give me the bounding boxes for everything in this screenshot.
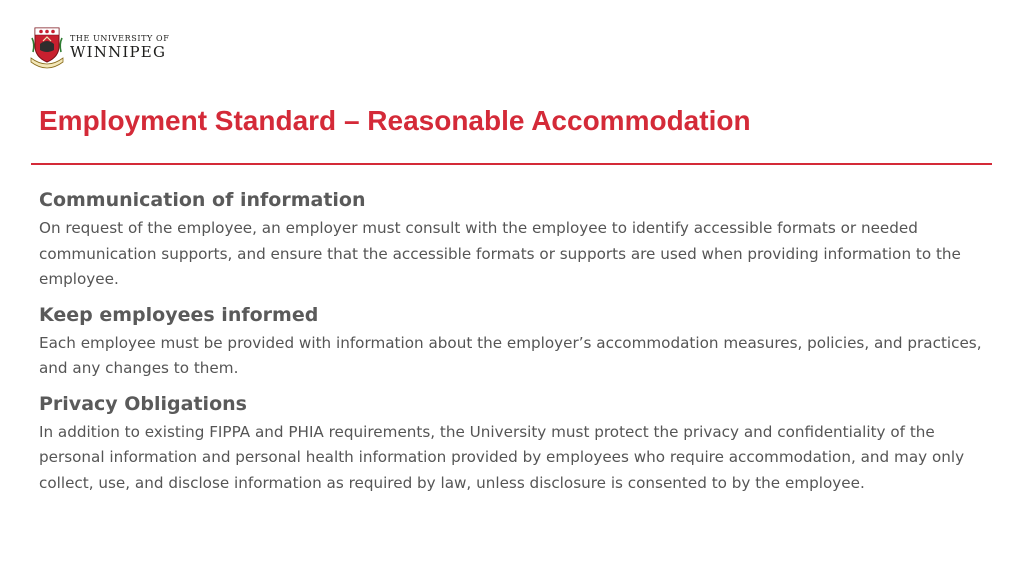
section-heading-keep-informed: Keep employees informed [39,303,319,326]
university-logo [29,24,189,72]
section-heading-communication: Communication of information [39,189,366,211]
logo-line-1: THE UNIVERSITY OF [70,34,170,43]
section-heading-privacy: Privacy Obligations [39,392,247,415]
section-body-communication: On request of the employee, an employer must consult with the employee to identify accessible formats or needed communication supports, and ensure that the accessible formats or supports are used when providing information to the employee. [39,219,961,288]
section-body-keep-informed: Each employee must be provided with information about the employer’s accommodation measures, policies, and practices, and any changes to them. [39,333,982,377]
logo-wordmark [70,34,169,60]
page-title: Employment Standard – Reasonable Accommodation [39,105,751,136]
content-body [39,184,994,496]
section-body-privacy: In addition to existing FIPPA and PHIA requirements, the University must protect the privacy and confidentiality of the personal information and personal health information provided by employees who require accommodation, and may only collect, use, and disclose information as required by law, unless disclosure is consented to by the employee. [39,422,965,492]
logo-line-2: WINNIPEG [70,43,167,61]
crest-icon [29,24,65,70]
title-divider [31,163,992,165]
